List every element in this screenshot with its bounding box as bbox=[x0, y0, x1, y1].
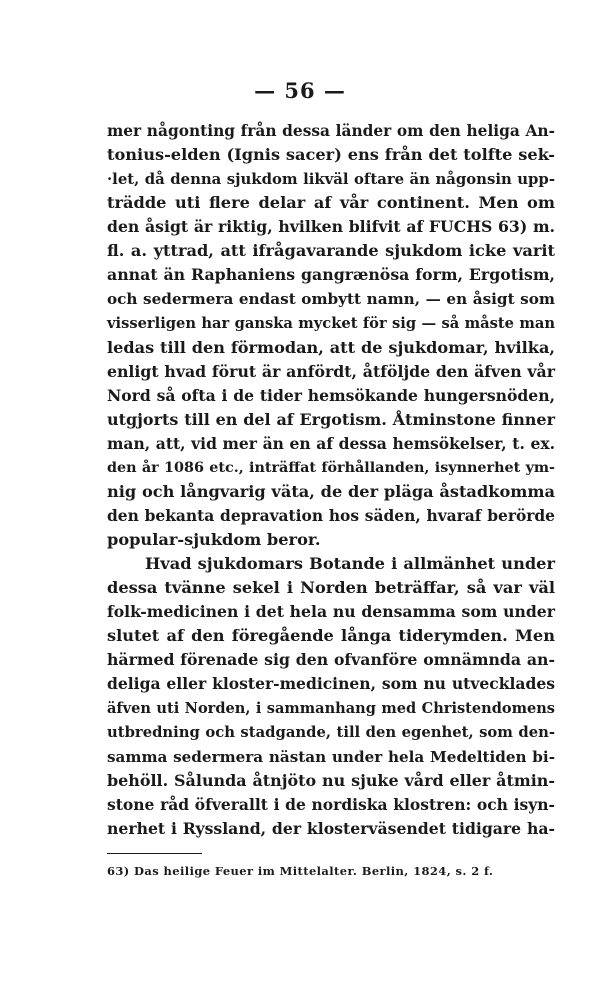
text-line: ·let, då denna sjukdom likväl oftare än någonsin upp- bbox=[107, 170, 555, 189]
text-line: popular-sjukdom beror. bbox=[107, 530, 321, 550]
text-line: slutet af den föregående långa tiderymden. Men bbox=[107, 626, 555, 646]
text-line: utbredning och stadgande, till den egenhet, som den- bbox=[107, 723, 555, 741]
text-line: och sedermera endast ombytt namn, — en åsigt som bbox=[107, 290, 555, 309]
text-line: den bekanta depravation hos säden, hvaraf berörde bbox=[107, 506, 555, 525]
text-line: annat än Raphaniens gangrænösa form, Ergotism, bbox=[107, 265, 555, 285]
text-line: mer någonting från dessa länder om den heliga An- bbox=[107, 122, 555, 140]
text-line: tonius-elden (Ignis sacer) ens från det tolfte sek- bbox=[107, 145, 555, 165]
footnote: 63) Das heilige Feuer im Mittelalter. Berlin, 1824, s. 2 f. bbox=[107, 864, 494, 878]
page-number: — 56 — bbox=[254, 78, 346, 103]
text-line: enligt hvad förut är anfördt, åtföljde den äfven vår bbox=[107, 361, 555, 381]
text-line: samma sedermera nästan under hela Medeltiden bi- bbox=[107, 747, 555, 766]
text-line: fl. a. yttrad, att ifrågavarande sjukdom icke varit bbox=[107, 241, 555, 261]
text-line: den åsigt är riktig, hvilken blifvit af FUCHS 63) m. bbox=[107, 217, 555, 237]
text-line: utgjorts till en del af Ergotism. Åtminstone finner bbox=[107, 409, 555, 429]
text-line: äfven uti Norden, i sammanhang med Christendomens bbox=[107, 699, 555, 717]
text-line: nerhet i Ryssland, der klosterväsendet tidigare ha- bbox=[107, 818, 555, 838]
text-line: den år 1086 etc., inträffat förhållanden, isynnerhet ym- bbox=[107, 459, 555, 476]
text-line: nig och långvarig väta, de der pläga åstadkomma bbox=[107, 481, 555, 501]
text-line: man, att, vid mer än en af dessa hemsökelser, t. ex. bbox=[107, 433, 555, 453]
footnote-rule bbox=[107, 853, 202, 854]
text-line: ledas till den förmodan, att de sjukdomar, hvilka, bbox=[107, 337, 555, 357]
text-line: stone råd öfverallt i de nordiska klostren: och isyn- bbox=[107, 794, 555, 814]
text-line: Nord så ofta i de tider hemsökande hungersnöden, bbox=[107, 385, 555, 405]
text-line: behöll. Sålunda åtnjöto nu sjuke vård eller åtmin- bbox=[107, 770, 555, 790]
text-line: härmed förenade sig den ofvanföre omnämnda an- bbox=[107, 650, 555, 670]
text-line: dessa tvänne sekel i Norden beträffar, så var väl bbox=[107, 578, 555, 598]
body-text bbox=[107, 119, 555, 841]
text-line: Hvad sjukdomars Botande i allmänhet under bbox=[145, 554, 555, 574]
text-line: visserligen har ganska mycket för sig — så måste man bbox=[107, 314, 555, 332]
text-line: folk-medicinen i det hela nu densamma som under bbox=[107, 602, 555, 622]
text-line: deliga eller kloster-medicinen, som nu utvecklades bbox=[107, 674, 555, 694]
text-line: trädde uti flere delar af vår continent. Men om bbox=[107, 193, 555, 213]
